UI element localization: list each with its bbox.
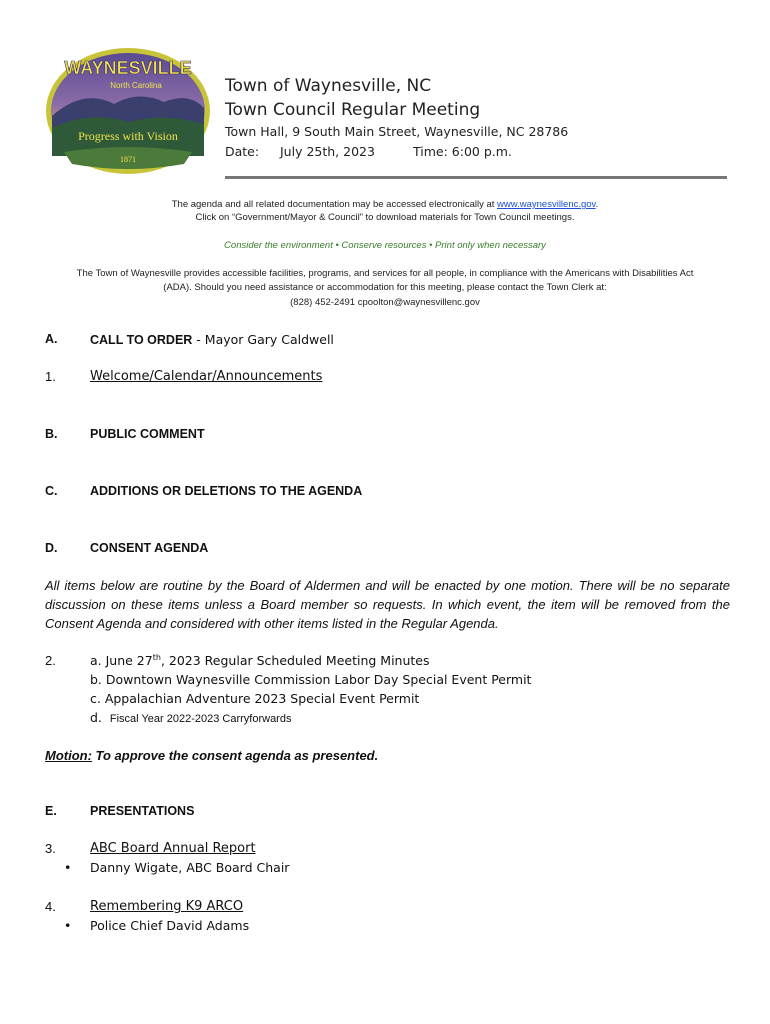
section-c-label: C. <box>45 484 58 498</box>
item-4-number: 4. <box>45 899 56 914</box>
item-2-number: 2. <box>45 653 56 668</box>
consent-item-a-pre: a. June 27 <box>90 653 153 669</box>
bullet-icon: • <box>64 860 72 875</box>
consent-item-d <box>90 710 291 725</box>
section-d-label: D. <box>45 541 58 555</box>
item-1-link[interactable]: Welcome/Calendar/Announcements <box>90 369 323 384</box>
section-d-title: CONSENT AGENDA <box>90 541 209 555</box>
consent-item-d-letter: d. <box>90 710 102 725</box>
consent-paragraph: All items below are routine by the Board of Aldermen and will be enacted by one motion. There will be no separate discussion on these items unless a Board member so requests. In which event, the item will be removed from the Consent Agenda and considered with other items listed in the Regular Agenda. <box>45 578 730 631</box>
date-label: Date: <box>225 144 260 159</box>
section-c-title: ADDITIONS OR DELETIONS TO THE AGENDA <box>90 484 363 498</box>
motion-label: Motion: <box>45 748 92 763</box>
environment-notice: Consider the environment • Conserve resources • Print only when necessary <box>224 240 546 251</box>
logo-motto: Progress with Vision <box>78 129 178 143</box>
consent-item-a-sup: th <box>152 653 161 662</box>
waynesville-logo <box>44 46 212 176</box>
consent-item-d-text: Fiscal Year 2022-2023 Carryforwards <box>109 713 292 725</box>
section-a-label: A. <box>45 332 58 346</box>
item-3-number: 3. <box>45 841 56 856</box>
bullet-icon: • <box>64 918 72 933</box>
time-text: Time: 6:00 p.m. <box>413 144 512 159</box>
title-town: Town of Waynesville, NC <box>225 76 432 96</box>
item-4-presenter <box>64 918 249 933</box>
item-3-presenter-name: Danny Wigate, ABC Board Chair <box>90 860 290 875</box>
item-1-number: 1. <box>45 369 56 384</box>
item-3-link[interactable]: ABC Board Annual Report <box>90 841 256 856</box>
call-to-order-presider: - Mayor Gary Caldwell <box>192 332 334 347</box>
consent-motion <box>45 748 378 763</box>
consent-item-c: c. Appalachian Adventure 2023 Special Event Permit <box>90 691 420 706</box>
header-rule <box>225 176 727 179</box>
section-b-label: B. <box>45 427 58 441</box>
website-link[interactable]: www.waynesvillenc.gov <box>497 199 596 210</box>
section-e-label: E. <box>45 804 57 818</box>
item-3-presenter <box>64 860 289 875</box>
motion-text: To approve the consent agenda as presented. <box>91 748 379 763</box>
item-4-link[interactable]: Remembering K9 ARCO <box>90 899 244 914</box>
date-value: July 25th, 2023 <box>280 144 375 159</box>
section-b-title: PUBLIC COMMENT <box>90 427 205 441</box>
section-e-title: PRESENTATIONS <box>90 804 195 818</box>
logo-name: WAYNESVILLE <box>64 58 192 78</box>
section-a-title <box>90 332 334 347</box>
consent-item-a <box>90 653 430 668</box>
logo-year: 1871 <box>120 155 136 164</box>
logo-state: North Carolina <box>110 81 162 90</box>
meeting-date-time <box>225 144 512 159</box>
consent-item-a-post: , 2023 Regular Scheduled Meeting Minutes <box>160 653 430 669</box>
item-4-presenter-name: Police Chief David Adams <box>90 918 250 933</box>
ada-line1: The Town of Waynesville provides accessible facilities, programs, and services for all people, in compliance with the Americans with Disabilities Act <box>76 268 694 279</box>
access-notice <box>40 198 730 212</box>
ada-line2: (ADA). Should you need assistance or accommodation for this meeting, please contact the Town Clerk at: <box>163 282 607 293</box>
call-to-order: CALL TO ORDER <box>90 333 193 347</box>
title-meeting: Town Council Regular Meeting <box>225 100 481 120</box>
notice-line2: Click on “Government/Mayor & Council” to download materials for Town Council meetings. <box>195 212 575 223</box>
meeting-address: Town Hall, 9 South Main Street, Waynesville, NC 28786 <box>225 124 569 139</box>
notice-line1-suffix: . <box>595 199 599 210</box>
notice-line1-prefix: The agenda and all related documentation may be accessed electronically at <box>171 199 498 210</box>
consent-item-b: b. Downtown Waynesville Commission Labor Day Special Event Permit <box>90 672 532 687</box>
ada-contact: (828) 452-2491 cpoolton@waynesvillenc.gov <box>290 297 480 308</box>
